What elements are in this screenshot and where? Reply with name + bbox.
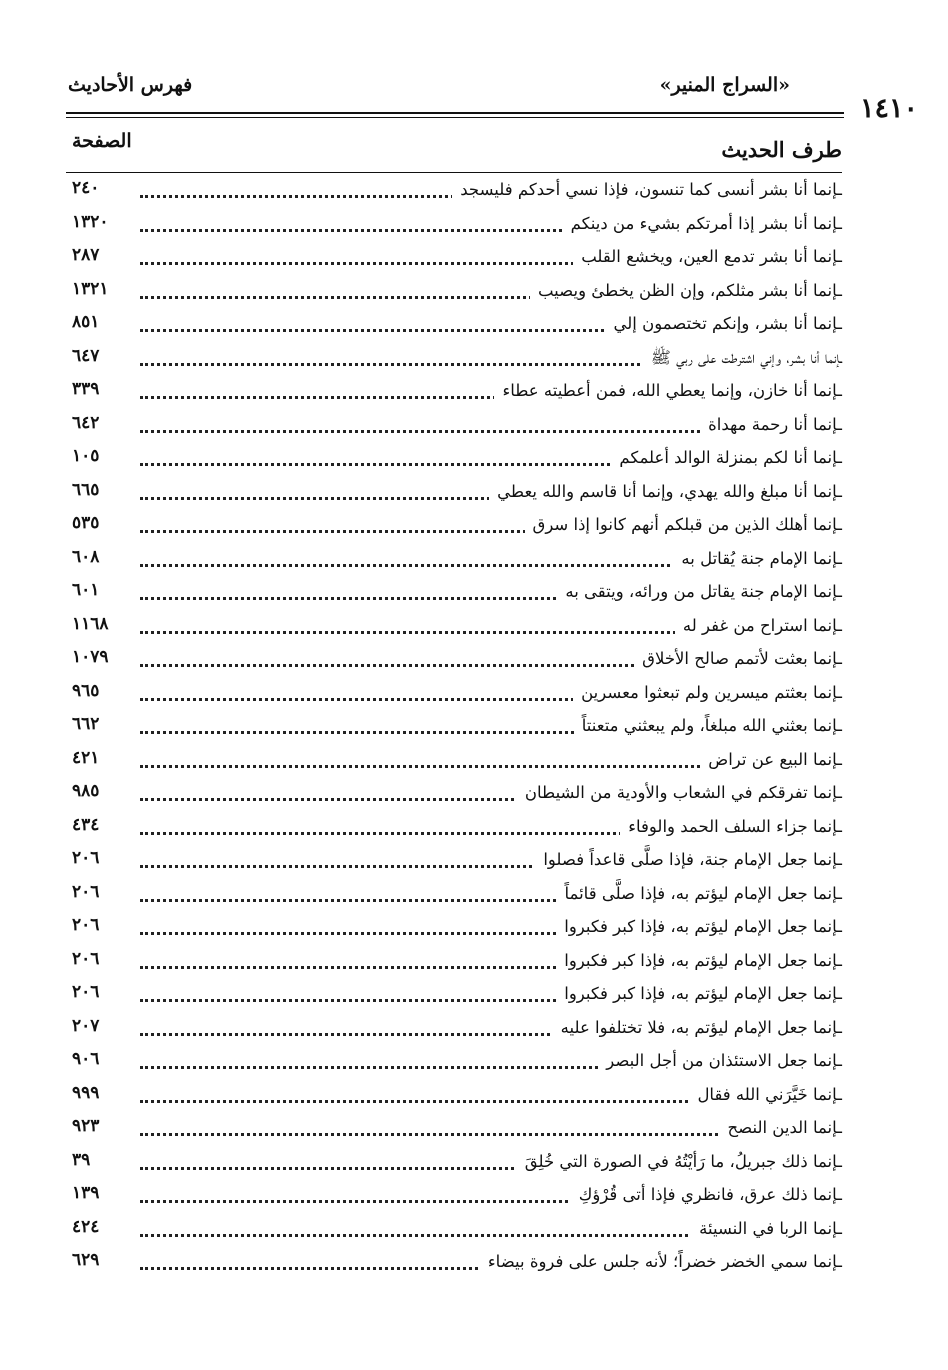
index-entry: [66, 815, 842, 849]
page-ref: ٤٣٤: [72, 814, 100, 835]
hadith-text: ـإنما جعل الإمام جنة، فإذا صلَّى قاعداً فصلوا: [535, 850, 842, 869]
hadith-text: ـإنما أنا بشر مثلكم، وإن الظن يخطئ ويصيب: [530, 281, 842, 300]
index-entry: [66, 1083, 842, 1117]
hadith-text: ـإنما أنا لكم بمنزلة الوالد أعلمكم: [611, 448, 842, 467]
page-ref: ٢٠٦: [72, 848, 100, 868]
page-ref: ٢٠٦: [72, 948, 100, 969]
index-entry: [66, 1250, 842, 1284]
hadith-text: ـإنما بعثت لأتمم صالح الأخلاق: [634, 649, 842, 668]
hadith-text: ـإنما جعل الإمام ليؤتم به، فإذا كبر فكبروا: [556, 917, 842, 936]
page-ref: ٢٠٧: [72, 1015, 100, 1036]
index-entry: [66, 212, 842, 246]
page-ref: ٦٢٩: [72, 1250, 100, 1270]
index-entry: [66, 480, 842, 514]
hadith-text: ـإنما جعل الإمام ليؤتم به، فلا تختلفوا عليه: [553, 1018, 842, 1037]
index-entry: [66, 882, 842, 916]
hadith-text: ـإنما خَيَّرَني الله فقال: [689, 1085, 842, 1104]
page-ref: ٣٣٩: [72, 379, 100, 399]
index-entry: [66, 513, 842, 547]
hadith-text: ـإنما أهلك الذين من قبلكم أنهم كانوا إذا سرق: [525, 515, 842, 534]
index-entry: [66, 178, 842, 212]
page-ref: ٦٤٢: [72, 412, 100, 433]
page-ref: ٩٠٦: [72, 1049, 100, 1069]
page-ref: ٦٠٨: [72, 546, 100, 567]
page-ref: ٢٤٠: [72, 178, 100, 198]
page-ref: ١٣٩: [72, 1183, 100, 1203]
page-ref: ٢٠٦: [72, 881, 100, 902]
hadith-text: ـإنما أنا بشر، وإنكم تختصمون إلي: [605, 314, 842, 333]
index-entry: [66, 614, 842, 648]
page-ref: ٦٤٧: [72, 345, 100, 366]
index-entry: [66, 647, 842, 681]
page-ref: ٨٥١: [72, 312, 100, 332]
hadith-text: ـإنما أنا بشر، وإني اشترطت على ربي ﷺ: [643, 348, 842, 372]
index-entry: [66, 714, 842, 748]
hadith-text: ـإنما سمي الخضر خضراً؛ لأنه جلس على فروة بيضاء: [480, 1252, 842, 1271]
header-rule-thick: [66, 112, 844, 114]
column-header-rule: [66, 172, 842, 173]
page-ref: ١١٦٨: [72, 613, 109, 634]
hadith-text: ـإنما جعل الاستئذان من أجل البصر: [598, 1051, 842, 1070]
page-number: ١٤١٠: [859, 93, 918, 124]
page-ref: ٦٦٢: [72, 714, 100, 734]
index-entry: [66, 279, 842, 313]
index-entry: [66, 1183, 842, 1217]
hadith-text: ـإنما الربا في النسيئة: [691, 1219, 842, 1238]
index-entry: [66, 681, 842, 715]
header-rule-thin: [66, 117, 844, 118]
page-ref: ٩٨٥: [72, 781, 100, 801]
page-ref: ١٣٢١: [72, 278, 109, 299]
hadith-text: ـإنما أنا بشر أنسى كما تنسون، فإذا نسي أحدكم فليسجد: [452, 180, 842, 199]
page-ref: ٤٢٤: [72, 1216, 100, 1237]
page-ref: ٦٦٥: [72, 479, 100, 500]
index-entry: [66, 1116, 842, 1150]
page-ref: ٢٨٧: [72, 245, 100, 265]
hadith-text: ـإنما الإمام جنة يُقاتل به: [673, 549, 842, 568]
hadith-text: ـإنما أنا بشر إذا أمرتكم بشيء من دينكم: [563, 214, 842, 233]
hadith-text: ـإنما جعل الإمام ليؤتم به، فإذا كبر فكبروا: [556, 951, 842, 970]
book-title: «السراج المنير»: [659, 74, 790, 96]
index-entry: [66, 446, 842, 480]
hadith-text: ـإنما أنا بشر تدمع العين، ويخشع القلب: [573, 247, 842, 266]
hadith-text: ـإنما تفرقكم في الشعاب والأودية من الشيطان: [517, 783, 842, 802]
index-entry: [66, 848, 842, 882]
index-entry: [66, 312, 842, 346]
hadith-text: ـإنما استراح من غفر له: [675, 616, 842, 635]
index-entry: [66, 346, 842, 380]
index-entry: [66, 781, 842, 815]
index-entry: [66, 949, 842, 983]
hadith-text: ـإنما البيع عن تراض: [700, 750, 842, 769]
index-entry: [66, 413, 842, 447]
index-entry: [66, 245, 842, 279]
index-entry: [66, 915, 842, 949]
hadith-text: ـإنما ذلك عرق، فانظري فإذا أتى قُرْؤكِ: [571, 1185, 842, 1204]
page-ref: ٩٦٥: [72, 680, 100, 701]
page-ref: ١٠٧٩: [72, 647, 109, 667]
page-ref: ٤٢١: [72, 747, 100, 768]
index-entry: [66, 1016, 842, 1050]
hadith-text: ـإنما أنا رحمة مهداة: [700, 415, 842, 434]
hadith-text: ـإنما بعثني الله مبلغاً، ولم يبعثني متعنتاً: [574, 716, 842, 735]
index-entry: [66, 982, 842, 1016]
page-ref: ٢٠٦: [72, 982, 100, 1002]
page-ref: ٥٣٥: [72, 513, 100, 533]
page-ref: ١٣٢٠: [72, 211, 109, 232]
hadith-text: ـإنما أنا خازن، وإنما يعطي الله، فمن أعطيته عطاء: [494, 381, 842, 400]
hadith-text: ـإنما الإمام جنة يقاتل من ورائه، ويتقى به: [557, 582, 842, 601]
hadith-text: ـإنما جعل الإمام ليؤتم به، فإذا كبر فكبروا: [556, 984, 842, 1003]
hadith-index-list: [66, 178, 842, 1284]
hadith-text: ـإنما الدين النصح: [720, 1118, 843, 1137]
index-entry: [66, 748, 842, 782]
hadith-text: ـإنما جزاء السلف الحمد والوفاء: [620, 817, 842, 836]
index-entry: [66, 379, 842, 413]
hadith-text: ـإنما جعل الإمام ليؤتم به، فإذا صلَّى قائماً: [557, 884, 842, 903]
column-header-page: الصفحة: [72, 130, 132, 152]
page-ref: ٢٠٦: [72, 915, 100, 935]
page-ref: ٩٢٣: [72, 1116, 100, 1136]
page-ref: ٦٠١: [72, 580, 100, 600]
index-entry: [66, 1150, 842, 1184]
column-header-hadith: طرف الحديث: [721, 137, 842, 162]
page-ref: ٣٩: [72, 1149, 91, 1170]
section-title: فهرس الأحاديث: [68, 74, 193, 96]
hadith-text: ـإنما بعثتم ميسرين ولم تبعثوا معسرين: [573, 683, 842, 702]
index-entry: [66, 1217, 842, 1251]
hadith-text: ـإنما ذلك جبريلُ، ما رَأيْتُهُ في الصورة التي خُلِقَ: [517, 1152, 842, 1171]
page-ref: ١٠٥: [72, 446, 100, 466]
index-entry: [66, 1049, 842, 1083]
index-entry: [66, 580, 842, 614]
page-ref: ٩٩٩: [72, 1082, 100, 1103]
hadith-text: ـإنما أنا مبلغ والله يهدي، وإنما أنا قاسم والله يعطي: [489, 482, 842, 501]
index-entry: [66, 547, 842, 581]
